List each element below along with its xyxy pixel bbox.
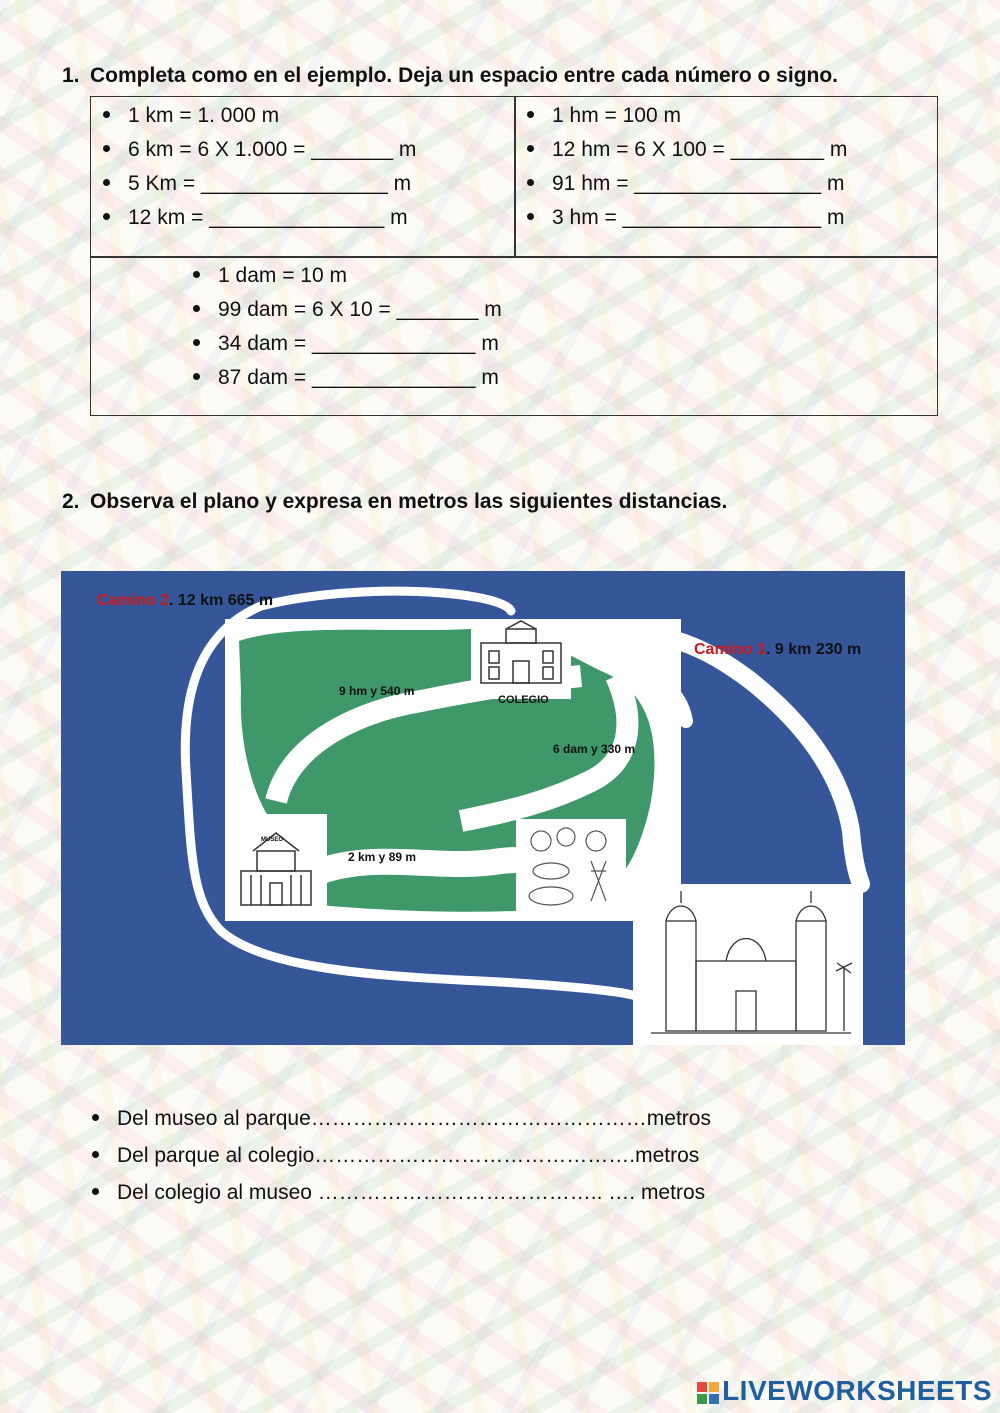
school-block — [471, 619, 571, 699]
list-item: Del museo al parque…………………………………………metros — [92, 1100, 711, 1137]
exercise-1-heading — [62, 64, 838, 88]
hm-list — [527, 99, 847, 235]
question-list — [92, 1100, 711, 1211]
list-item: 99 dam = 6 X 10 = _______ m — [193, 293, 502, 327]
list-item: 5 Km = ________________ m — [103, 167, 416, 201]
list-item: 1 hm = 100 m — [527, 99, 847, 133]
liveworksheets-logo-icon — [696, 1381, 720, 1405]
distance-label-right: 6 dam y 330 m — [553, 742, 636, 756]
exercise-2-number: 2. — [62, 490, 80, 513]
camino-2-label: Camino 2. 12 km 665 m — [97, 592, 274, 609]
exercise-1-number: 1. — [62, 64, 80, 87]
school-sign: COLEGIO — [498, 694, 549, 706]
dam-list — [193, 259, 502, 395]
distance-label-bottom: 2 km y 89 m — [348, 850, 417, 864]
list-item: 91 hm = ________________ m — [527, 167, 847, 201]
camino-1-label: Camino 1. 9 km 230 m — [694, 641, 862, 658]
exercise-2-heading — [62, 490, 727, 514]
table-divider-vertical — [514, 97, 516, 257]
list-item: 1 km = 1. 000 m — [103, 99, 416, 133]
list-item: Del parque al colegio……………………………………….metros — [92, 1137, 711, 1174]
list-item: 34 dam = ______________ m — [193, 327, 502, 361]
list-item: Del colegio al museo ………………………………….. …. metros — [92, 1174, 711, 1211]
exercise-1-title: Completa como en el ejemplo. Deja un espacio entre cada número o signo. — [90, 64, 839, 87]
list-item: 87 dam = ______________ m — [193, 361, 502, 395]
cathedral-block — [633, 884, 863, 1045]
list-item: 6 km = 6 X 1.000 = _______ m — [103, 133, 416, 167]
city-map — [61, 571, 905, 1045]
km-list — [103, 99, 416, 235]
conversion-table — [90, 96, 938, 416]
table-divider-horizontal — [91, 256, 937, 258]
distance-label-top: 9 hm y 540 m — [339, 684, 415, 698]
list-item: 1 dam = 10 m — [193, 259, 502, 293]
museum-sign: MUSEO — [261, 837, 284, 843]
brand-text: LIVEWORKSHEETS — [722, 1375, 992, 1406]
list-item: 3 hm = _________________ m — [527, 201, 847, 235]
exercise-2-title: Observa el plano y expresa en metros las siguientes distancias. — [90, 490, 728, 513]
liveworksheets-brand — [696, 1375, 992, 1407]
list-item: 12 km = _______________ m — [103, 201, 416, 235]
list-item: 12 hm = 6 X 100 = ________ m — [527, 133, 847, 167]
